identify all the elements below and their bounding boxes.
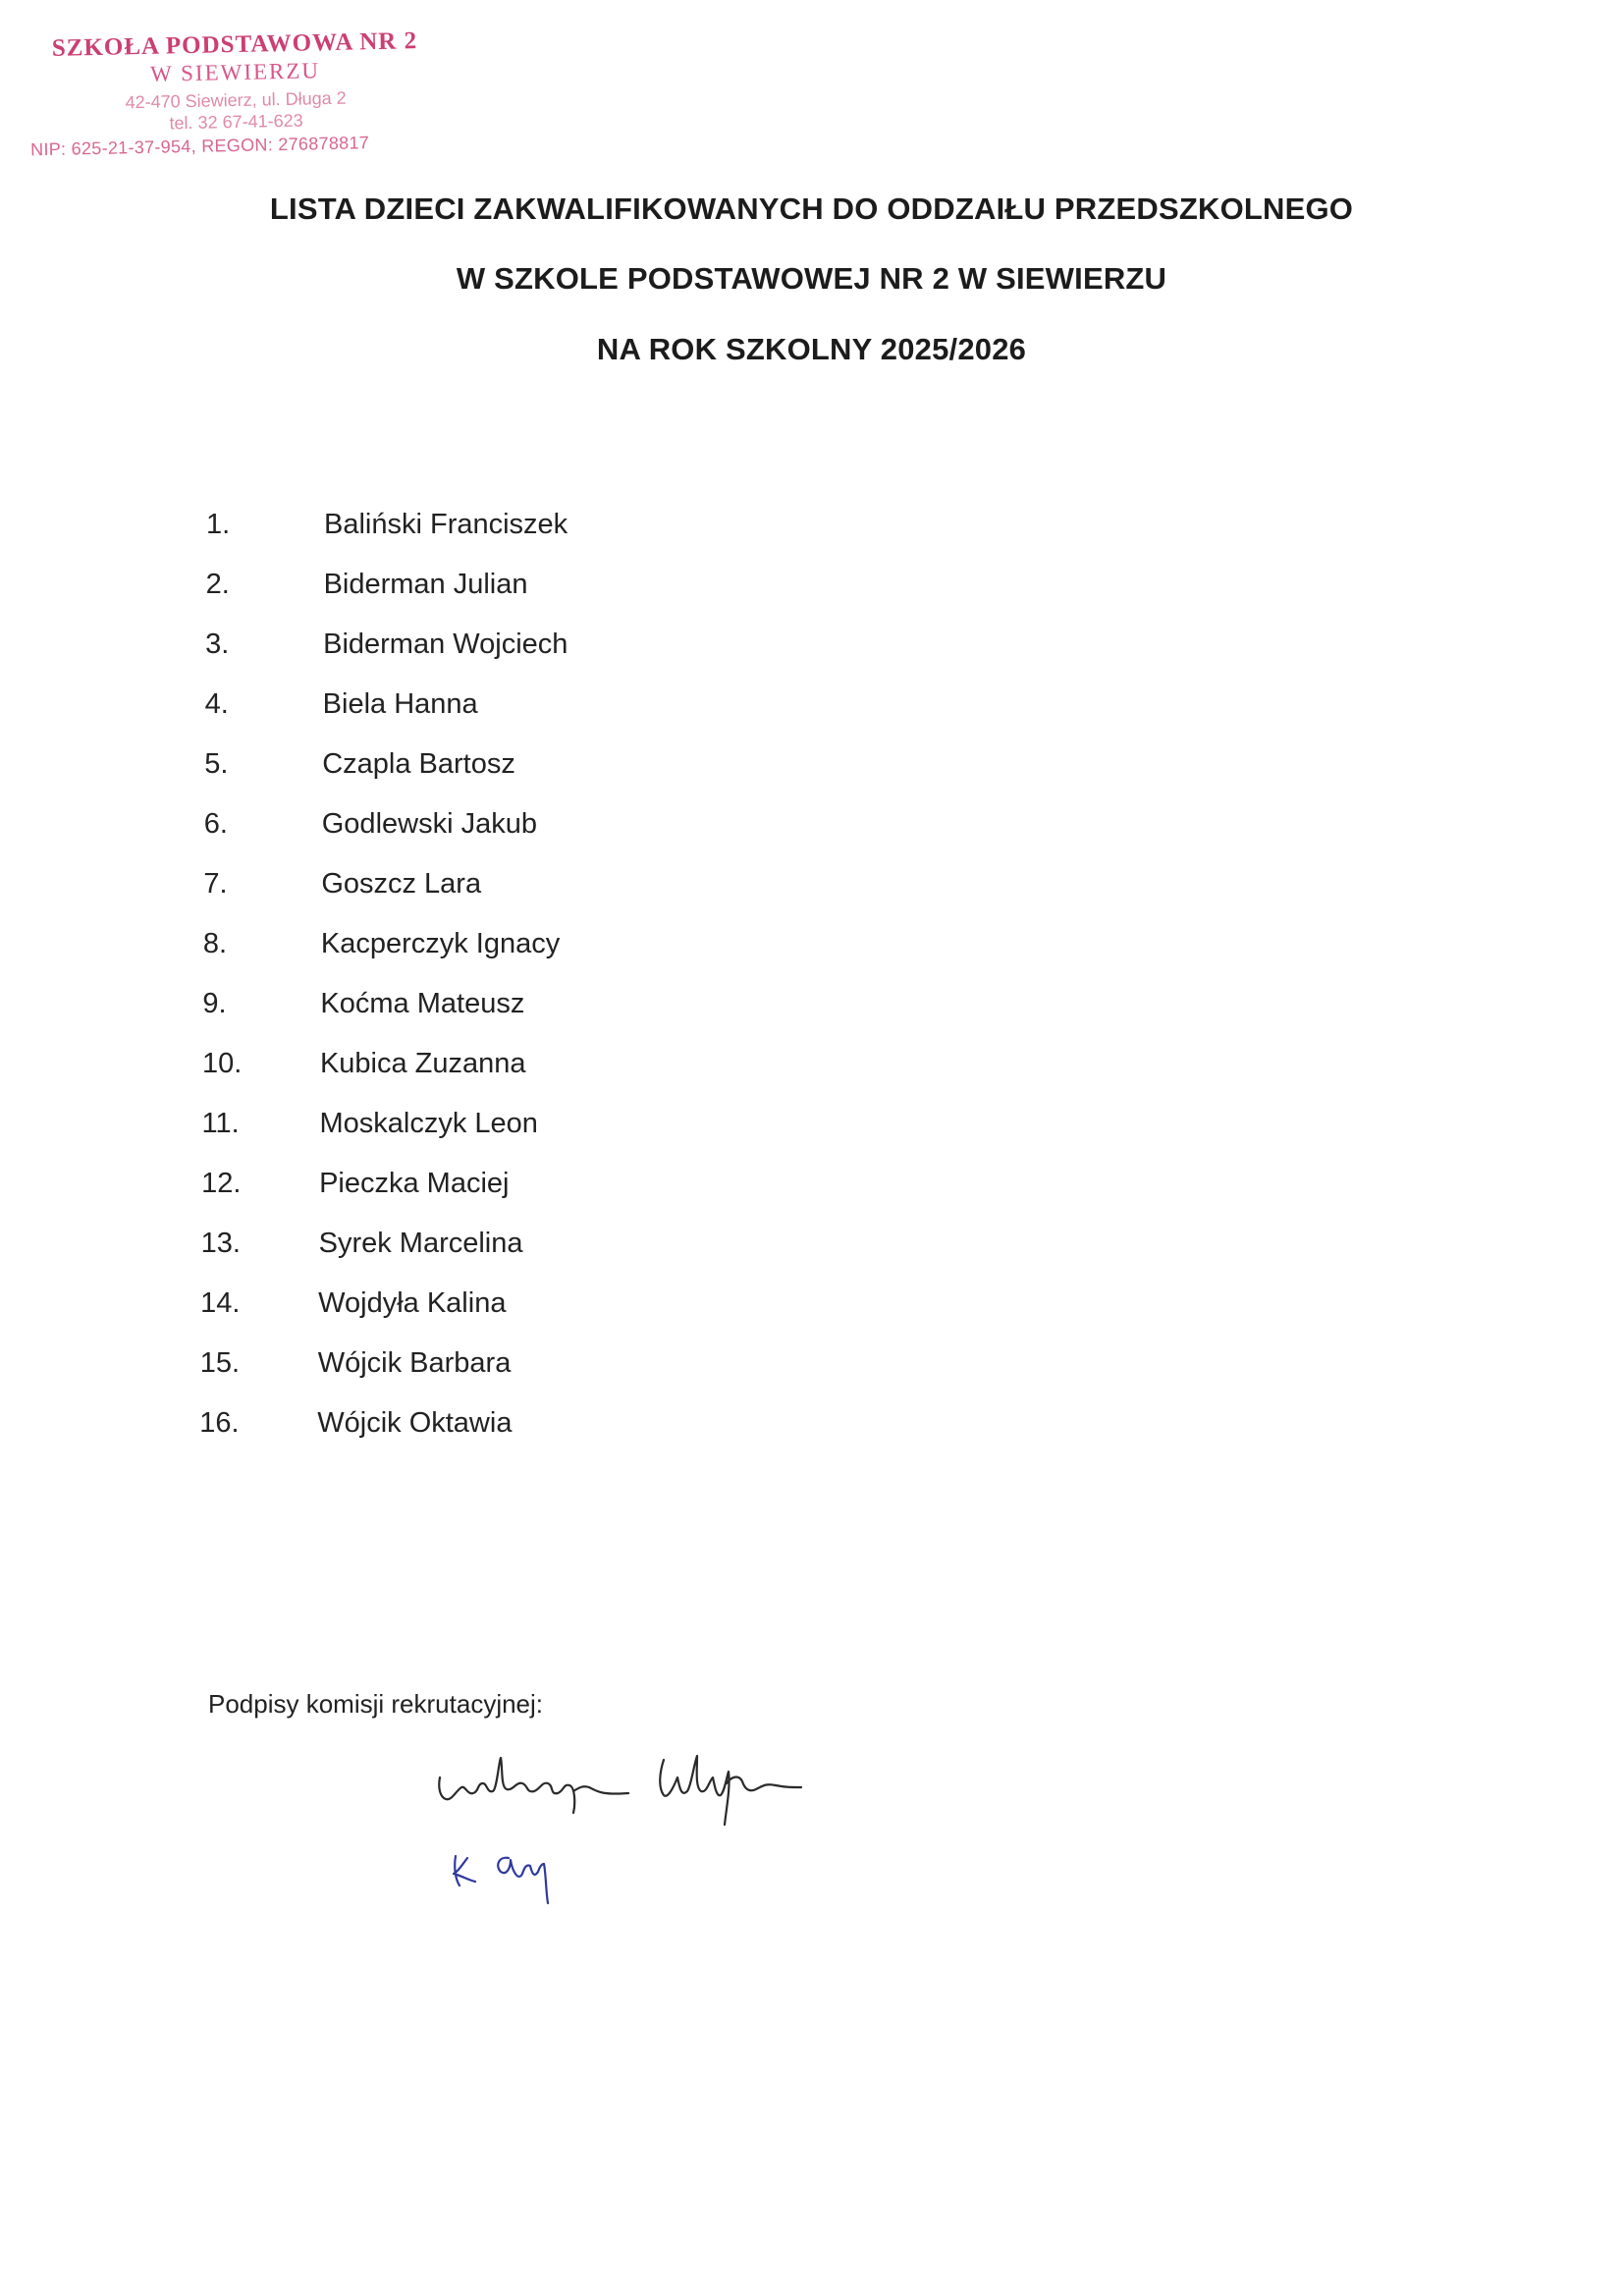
list-item-name: Koćma Mateusz	[320, 988, 525, 1019]
school-stamp	[28, 27, 444, 161]
stamp-tax-ids: NIP: 625-21-37-954, REGON: 276878817	[29, 133, 370, 160]
list-item-number: 11.	[201, 1108, 240, 1139]
list-item-number: 5.	[204, 748, 229, 780]
list-item-number: 8.	[202, 928, 228, 959]
stamp-phone: tel. 32 67-41-623	[169, 110, 303, 134]
list-item-name: Kubica Zuzanna	[319, 1048, 526, 1079]
list-item-name: Biderman Wojciech	[323, 629, 568, 660]
stamp-address: 42-470 Siewierz, ul. Długa 2	[125, 87, 347, 113]
list-item-number: 2.	[205, 569, 230, 600]
list-item-number: 14.	[200, 1287, 241, 1319]
signature-1-stroke	[439, 1758, 628, 1813]
document-title-line-3: NA ROK SZKOLNY 2025/2026	[596, 332, 1027, 366]
signatures-label: Podpisy komisji rekrutacyjnej:	[208, 1689, 544, 1719]
list-item-number: 9.	[202, 988, 227, 1019]
list-item-name: Moskalczyk Leon	[319, 1108, 538, 1139]
list-item-name: Kacperczyk Ignacy	[320, 928, 561, 959]
list-item-name: Pieczka Maciej	[319, 1168, 510, 1199]
list-item-number: 13.	[200, 1228, 241, 1259]
list-item-name: Goszcz Lara	[321, 868, 482, 900]
list-item-name: Czapla Bartosz	[322, 748, 515, 780]
stamp-town: W SIEWIERZU	[149, 58, 321, 86]
list-item-name: Baliński Franciszek	[324, 509, 568, 540]
list-item-name: Biderman Julian	[323, 569, 528, 600]
list-item-number: 12.	[201, 1168, 242, 1199]
document-title-line-2: W SZKOLE PODSTAWOWEJ NR 2 W SIEWIERZU	[456, 261, 1167, 296]
list-item-name: Wojdyła Kalina	[318, 1287, 507, 1319]
list-item-name: Syrek Marcelina	[318, 1228, 523, 1259]
list-item-name: Wójcik Barbara	[317, 1347, 512, 1379]
list-item-name: Godlewski Jakub	[321, 808, 537, 840]
document-title-line-1: LISTA DZIECI ZAKWALIFIKOWANYCH DO ODDZAIŁU PRZEDSZKOLNEGO	[269, 191, 1354, 226]
list-item-name: Biela Hanna	[322, 688, 478, 720]
list-item-number: 7.	[203, 868, 228, 900]
list-item-number: 6.	[203, 808, 228, 840]
committee-signatures	[432, 1748, 825, 1925]
list-item-number: 1.	[206, 509, 231, 540]
stamp-school-name: SZKOŁA PODSTAWOWA NR 2	[51, 27, 418, 62]
list-item-name: Wójcik Oktawia	[317, 1407, 513, 1439]
signature-2-stroke	[660, 1756, 801, 1825]
signature-3-stroke	[454, 1856, 548, 1903]
list-item-number: 16.	[199, 1407, 240, 1439]
list-item-number: 3.	[205, 629, 230, 660]
list-item-number: 15.	[199, 1347, 241, 1379]
list-item-number: 10.	[201, 1048, 243, 1079]
list-item-number: 4.	[204, 688, 229, 720]
